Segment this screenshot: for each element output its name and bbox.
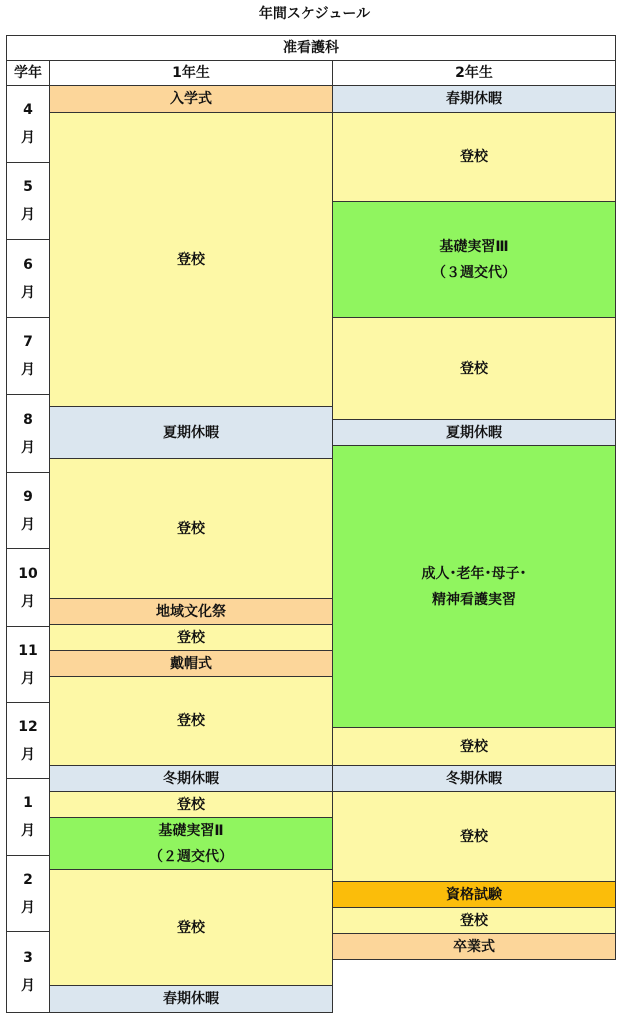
page-title: 年間スケジュール <box>258 6 371 22</box>
year2-event <box>332 881 616 908</box>
year2-event-label: 登校 <box>460 149 488 165</box>
month-cell-label: 4 <box>23 102 33 118</box>
year1-event-label: 戴帽式 <box>170 655 212 672</box>
year1-event-label: 冬期休暇 <box>163 770 219 787</box>
schedule-table <box>6 35 616 1012</box>
month-cell-sublabel: 月 <box>21 362 35 378</box>
year2-event-label: 卒業式 <box>453 938 495 955</box>
year2-event <box>332 112 616 202</box>
year1-event-label: 登校 <box>177 796 205 813</box>
month-cell <box>6 239 50 318</box>
month-cell <box>6 931 50 1013</box>
year1-event <box>49 598 333 625</box>
month-cell-label: 8 <box>23 411 33 428</box>
year2-event-label: 冬期休暇 <box>446 770 502 787</box>
year2-event <box>332 85 616 113</box>
month-cell <box>6 162 50 240</box>
year2-event <box>332 419 616 446</box>
year2-event-label: 登校 <box>460 828 488 845</box>
year2-event-label: 登校 <box>460 738 488 755</box>
month-cell-label: 1 <box>23 795 33 811</box>
month-cell-sublabel: 月 <box>21 899 35 916</box>
year1-event-sublabel: （２週交代） <box>149 848 233 865</box>
month-cell-label: 3 <box>23 950 33 966</box>
month-cell-sublabel: 月 <box>21 670 35 687</box>
year1-event <box>49 406 333 459</box>
year1-event <box>49 817 333 870</box>
year1-event-label: 地域文化祭 <box>156 603 226 620</box>
month-cell <box>6 472 50 549</box>
year1-event-label: 春期休暇 <box>163 991 219 1007</box>
month-cell-label: 7 <box>23 334 33 350</box>
month-cell <box>6 394 50 473</box>
year2-header: 2年生 <box>332 60 616 86</box>
month-cell-label: 6 <box>23 256 33 273</box>
year2-event-label: 登校 <box>460 360 488 377</box>
year2-event <box>332 201 616 318</box>
year2-event-label: 基礎実習Ⅲ <box>439 238 509 255</box>
year1-event <box>49 791 333 818</box>
year1-event <box>49 869 333 986</box>
month-cell-sublabel: 月 <box>21 439 35 456</box>
year1-event <box>49 624 333 651</box>
year1-event <box>49 112 333 407</box>
month-cell <box>6 85 50 163</box>
year2-event-label: 資格試験 <box>446 886 502 903</box>
month-cell <box>6 626 50 703</box>
department-header: 准看護科 <box>6 35 616 61</box>
month-cell <box>6 317 50 395</box>
year1-event-label: 入学式 <box>170 91 212 107</box>
month-cell <box>6 778 50 856</box>
month-cell-sublabel: 月 <box>21 978 35 994</box>
year2-event <box>332 765 616 792</box>
month-cell <box>6 855 50 932</box>
year1-event-label: 登校 <box>177 251 205 268</box>
year1-event-label: 夏期休暇 <box>163 424 219 441</box>
year2-event <box>332 933 616 960</box>
year1-header: 1年生 <box>49 60 333 86</box>
month-cell-label: 12 <box>18 718 38 735</box>
year2-event <box>332 445 616 728</box>
year1-event-label: 基礎実習Ⅱ <box>158 822 224 839</box>
year1-event-label: 登校 <box>177 713 205 729</box>
year2-event <box>332 317 616 420</box>
year1-event <box>49 85 333 113</box>
year1-event-label: 登校 <box>177 919 205 936</box>
year2-event <box>332 791 616 882</box>
year2-event-label: 登校 <box>460 912 488 929</box>
month-cell <box>6 548 50 627</box>
year2-event-sublabel: （３週交代） <box>432 264 516 281</box>
year2-event-label: 春期休暇 <box>446 91 502 107</box>
year1-event-label: 登校 <box>177 520 205 537</box>
year2-event <box>332 727 616 766</box>
month-cell-label: 5 <box>23 179 33 195</box>
month-cell-label: 9 <box>23 488 33 505</box>
month-cell-sublabel: 月 <box>21 284 35 301</box>
month-cell <box>6 702 50 779</box>
year1-event <box>49 985 333 1013</box>
year1-event-label: 登校 <box>177 629 205 646</box>
month-cell-label: 11 <box>18 642 38 659</box>
year1-event <box>49 676 333 766</box>
year1-event <box>49 458 333 599</box>
year1-event <box>49 765 333 792</box>
year2-event-sublabel: 精神看護実習 <box>432 591 516 608</box>
month-cell-sublabel: 月 <box>21 130 35 146</box>
month-cell-sublabel: 月 <box>21 746 35 763</box>
grade-header: 学年 <box>6 60 50 86</box>
year2-event-label: 夏期休暇 <box>446 424 502 441</box>
month-cell-sublabel: 月 <box>21 823 35 839</box>
month-cell-sublabel: 月 <box>21 516 35 533</box>
year2-event <box>332 907 616 934</box>
month-cell-label: 10 <box>18 565 38 582</box>
year2-event-label: 成人･老年･母子･ <box>421 565 527 582</box>
month-cell-label: 2 <box>23 871 33 888</box>
month-cell-sublabel: 月 <box>21 593 35 610</box>
year1-event <box>49 650 333 677</box>
month-cell-sublabel: 月 <box>21 207 35 223</box>
